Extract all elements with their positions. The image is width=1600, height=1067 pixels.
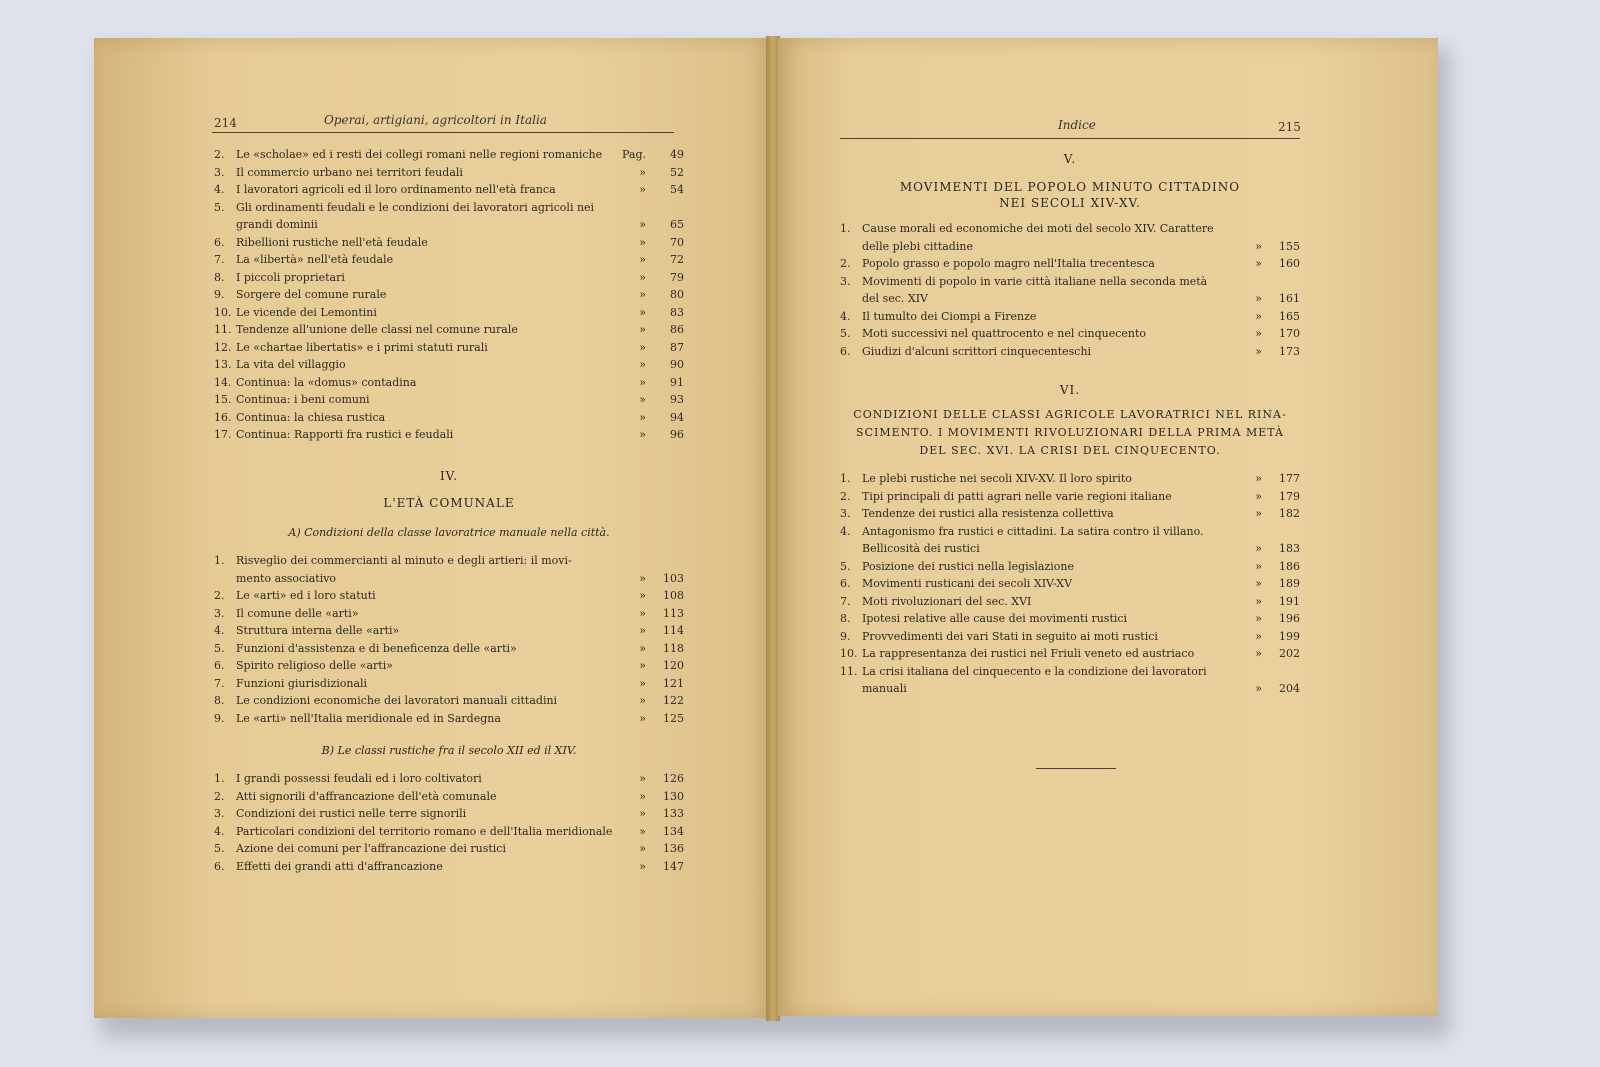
section-number-iv: IV. xyxy=(439,469,459,483)
toc-entry-page: 189 xyxy=(1279,577,1300,590)
toc-entry-page: 122 xyxy=(663,694,684,707)
toc-entry-page: 177 xyxy=(1279,472,1300,485)
toc-entry xyxy=(214,356,684,374)
toc-entry-marker: » xyxy=(1255,292,1262,305)
toc-entry-marker: » xyxy=(1255,682,1262,695)
toc-entry-number: 10. xyxy=(214,305,232,319)
toc-entry-page: 199 xyxy=(1279,629,1300,643)
toc-entry-number: 9. xyxy=(214,711,225,725)
toc-entry-page: 96 xyxy=(670,428,684,441)
toc-entry-page: 173 xyxy=(1279,344,1300,358)
toc-entry-page: 91 xyxy=(670,375,684,389)
toc-entry-marker: » xyxy=(639,410,646,424)
toc-entry-number: 6. xyxy=(214,659,225,672)
toc-entry-marker: » xyxy=(639,624,646,637)
toc-list-chapter-v xyxy=(840,220,1300,360)
toc-entry xyxy=(214,675,684,693)
toc-entry xyxy=(214,391,684,409)
toc-entry-number: 4. xyxy=(214,824,225,838)
toc-entry-number: 5. xyxy=(840,559,851,573)
toc-entry-page: 155 xyxy=(1279,239,1300,253)
toc-entry-marker: » xyxy=(639,711,646,725)
header-rule-right xyxy=(840,138,1300,139)
toc-entry-title: La crisi italiana del cinquecento e la condizione dei lavoratori xyxy=(862,664,1207,678)
toc-entry-title: I lavoratori agricoli ed il loro ordinamento nell'età franca xyxy=(236,183,556,196)
toc-entry-number: 3. xyxy=(214,807,225,820)
toc-list-chapter-iii xyxy=(214,146,684,444)
section-number-v: V. xyxy=(1063,152,1077,166)
header-rule-left xyxy=(212,132,674,133)
toc-entry-page: 134 xyxy=(663,824,684,838)
toc-entry xyxy=(840,645,1300,663)
toc-entry xyxy=(214,181,684,199)
left-page xyxy=(94,38,772,1018)
toc-entry-number: 2. xyxy=(214,148,225,161)
toc-entry xyxy=(214,770,684,788)
toc-entry-number: 9. xyxy=(214,288,225,301)
toc-entry-page: 191 xyxy=(1279,594,1300,608)
toc-entry-marker: » xyxy=(1255,594,1262,608)
toc-entry xyxy=(214,552,684,570)
toc-entry xyxy=(214,164,684,182)
toc-entry-number: 15. xyxy=(214,393,232,406)
toc-entry xyxy=(214,286,684,304)
toc-entry-marker: » xyxy=(639,358,646,371)
toc-entry-page: 83 xyxy=(670,305,684,319)
toc-entry-marker: » xyxy=(639,235,646,249)
toc-entry-page: 86 xyxy=(670,323,684,336)
toc-entry-title: Gli ordinamenti feudali e le condizioni dei lavoratori agricoli nei xyxy=(236,200,595,214)
toc-entry-marker: » xyxy=(1255,344,1262,358)
toc-entry-number: 2. xyxy=(840,489,851,503)
running-head-left: Operai, artigiani, agricoltori in Italia xyxy=(324,113,547,127)
section-number-vi: VI. xyxy=(1059,383,1081,397)
toc-entry xyxy=(214,251,684,269)
toc-entry-page: 108 xyxy=(663,589,684,602)
toc-entry-page: 70 xyxy=(670,235,684,249)
toc-entry-marker: » xyxy=(1255,612,1262,625)
toc-entry xyxy=(214,199,684,217)
toc-entry-page: 54 xyxy=(670,183,684,196)
toc-entry-number: 12. xyxy=(214,340,232,354)
toc-entry-page: 204 xyxy=(1279,682,1300,695)
toc-entry-title: Tendenze all'unione delle classi nel comune rurale xyxy=(236,323,518,336)
toc-entry xyxy=(214,622,684,640)
toc-entry-title: La vita del villaggio xyxy=(236,358,346,371)
toc-entry-page: 94 xyxy=(670,410,684,424)
toc-entry-marker: » xyxy=(639,253,646,266)
toc-entry-title: delle plebi cittadine xyxy=(862,239,973,253)
section-title-iv: L'ETÀ COMUNALE xyxy=(383,496,515,510)
toc-entry-number: 9. xyxy=(840,629,851,643)
toc-entry-number: 4. xyxy=(840,309,851,323)
toc-entry-title: Continua: i beni comuni xyxy=(236,393,370,406)
end-rule xyxy=(1036,768,1116,769)
toc-entry-number: 7. xyxy=(214,253,225,266)
toc-entry xyxy=(840,470,1300,488)
toc-entry-title: Funzioni giurisdizionali xyxy=(236,676,368,690)
toc-entry-title: Antagonismo fra rustici e cittadini. La satira contro il villano. xyxy=(862,524,1204,538)
section-title-vi-line2: SCIMENTO. I MOVIMENTI RIVOLUZIONARI DELLA PRIMA METÀ xyxy=(856,426,1284,439)
toc-entry-number: 1. xyxy=(840,472,851,485)
toc-entry-page: 170 xyxy=(1279,327,1300,340)
toc-entry-marker: » xyxy=(1255,327,1262,340)
toc-entry-title: Spirito religioso delle «arti» xyxy=(236,659,393,672)
toc-entry-title: Le «arti» ed i loro statuti xyxy=(236,589,376,602)
toc-entry-page: 87 xyxy=(670,340,684,354)
toc-entry-marker: » xyxy=(639,606,646,620)
toc-entry-marker: » xyxy=(639,824,646,838)
toc-entry-title: Posizione dei rustici nella legislazione xyxy=(862,559,1074,573)
toc-entry-number: 13. xyxy=(214,358,232,371)
toc-entry-number: 6. xyxy=(840,344,851,358)
toc-entry xyxy=(214,840,684,858)
toc-entry xyxy=(214,216,684,234)
toc-entry-number: 11. xyxy=(840,664,858,678)
toc-entry-title: Il commercio urbano nei territori feudali xyxy=(236,165,463,179)
toc-entry-marker: » xyxy=(1255,542,1262,555)
toc-entry-page: 182 xyxy=(1279,507,1300,520)
toc-entry-page: 125 xyxy=(663,711,684,725)
toc-entry-number: 8. xyxy=(214,270,225,284)
toc-entry-title: Ipotesi relative alle cause dei movimenti rustici xyxy=(862,612,1128,625)
toc-entry xyxy=(214,570,684,588)
toc-entry-number: 3. xyxy=(840,507,851,520)
toc-entry-page: 65 xyxy=(670,218,684,231)
toc-entry-title: I piccoli proprietari xyxy=(236,270,345,284)
toc-entry-number: 8. xyxy=(840,612,851,625)
toc-entry-page: 93 xyxy=(670,393,684,406)
section-title-vi-line3: DEL SEC. XVI. LA CRISI DEL CINQUECENTO. xyxy=(919,444,1221,457)
toc-entry xyxy=(840,540,1300,558)
toc-entry-number: 2. xyxy=(214,589,225,602)
toc-entry xyxy=(840,273,1300,291)
toc-entry-page: 72 xyxy=(670,253,684,266)
toc-entry-title: Le condizioni economiche dei lavoratori manuali cittadini xyxy=(236,694,558,707)
toc-entry-number: 3. xyxy=(214,165,225,179)
toc-entry xyxy=(840,523,1300,541)
toc-entry xyxy=(214,805,684,823)
toc-entry xyxy=(840,593,1300,611)
toc-entry xyxy=(214,788,684,806)
toc-entry-number: 1. xyxy=(214,554,225,567)
toc-entry-title: Funzioni d'assistenza e di beneficenza delle «arti» xyxy=(236,641,517,655)
toc-entry-marker: » xyxy=(639,428,646,441)
toc-entry-number: 2. xyxy=(840,257,851,270)
toc-entry-marker: » xyxy=(639,641,646,655)
toc-entry-marker: » xyxy=(1255,239,1262,253)
toc-entry-number: 16. xyxy=(214,410,232,424)
toc-entry xyxy=(840,343,1300,361)
toc-entry-marker: » xyxy=(1255,647,1262,660)
toc-entry-page: 103 xyxy=(663,571,684,585)
toc-entry-title: Le «chartae libertatis» e i primi statuti rurali xyxy=(236,340,488,354)
toc-entry-marker: » xyxy=(639,772,646,785)
toc-entry-number: 17. xyxy=(214,428,232,441)
toc-entry-number: 14. xyxy=(214,375,232,389)
toc-entry-marker: » xyxy=(1255,309,1262,323)
toc-entry-page: 133 xyxy=(663,807,684,820)
toc-entry-number: 7. xyxy=(214,676,225,690)
toc-entry xyxy=(840,325,1300,343)
toc-entry-page: 120 xyxy=(663,659,684,672)
toc-entry-number: 11. xyxy=(214,323,232,336)
toc-entry-page: 49 xyxy=(670,148,684,161)
toc-entry xyxy=(840,308,1300,326)
toc-entry-page: 114 xyxy=(663,624,684,637)
toc-entry-title: Cause morali ed economiche dei moti del secolo XIV. Carattere xyxy=(862,222,1214,235)
toc-entry xyxy=(214,692,684,710)
toc-entry-page: 179 xyxy=(1279,489,1300,503)
toc-entry-number: 4. xyxy=(214,624,225,637)
right-page xyxy=(778,38,1438,1016)
toc-entry-number: 6. xyxy=(214,235,225,249)
toc-entry-title: del sec. XIV xyxy=(862,292,928,305)
toc-entry-title: La rappresentanza dei rustici nel Friuli veneto ed austriaco xyxy=(862,647,1195,660)
toc-entry xyxy=(840,680,1300,698)
toc-entry-marker: » xyxy=(1255,507,1262,520)
toc-entry-page: 147 xyxy=(663,859,684,873)
toc-entry-title: Tipi principali di patti agrari nelle varie regioni italiane xyxy=(862,489,1172,503)
toc-entry-title: Azione dei comuni per l'affrancazione dei rustici xyxy=(236,842,506,855)
section-title-v-line2: NEI SECOLI XIV-XV. xyxy=(999,196,1141,210)
toc-entry-marker: » xyxy=(639,270,646,284)
toc-list-section-a xyxy=(214,552,684,727)
toc-entry-number: 5. xyxy=(214,200,225,214)
toc-entry-page: 161 xyxy=(1279,292,1300,305)
toc-entry-title: Moti rivoluzionari del sec. XVI xyxy=(862,594,1032,608)
toc-entry-title: Particolari condizioni del territorio romano e dell'Italia meridionale xyxy=(236,824,613,838)
toc-entry-marker: » xyxy=(639,183,646,196)
toc-entry-title: La «libertà» nell'età feudale xyxy=(236,253,394,266)
toc-entry-marker: » xyxy=(1255,489,1262,503)
toc-entry-number: 1. xyxy=(214,772,225,785)
toc-entry-page: 165 xyxy=(1279,309,1300,323)
toc-entry-title: Ribellioni rustiche nell'età feudale xyxy=(236,235,428,249)
toc-entry-title: Le «scholae» ed i resti dei collegi romani nelle regioni romaniche xyxy=(236,148,603,161)
toc-entry-number: 4. xyxy=(840,524,851,538)
toc-entry-marker: » xyxy=(639,676,646,690)
toc-entry xyxy=(214,640,684,658)
toc-entry-title: Bellicosità dei rustici xyxy=(862,542,980,555)
toc-entry xyxy=(840,505,1300,523)
toc-entry-title: Le plebi rustiche nei secoli XIV-XV. Il loro spirito xyxy=(862,472,1132,485)
toc-entry-title: Atti signorili d'affrancazione dell'età comunale xyxy=(236,789,497,803)
toc-entry-number: 1. xyxy=(840,222,851,235)
toc-entry xyxy=(840,220,1300,238)
toc-entry xyxy=(840,255,1300,273)
toc-entry-marker: » xyxy=(1255,257,1262,270)
toc-entry xyxy=(214,858,684,876)
toc-entry-number: 8. xyxy=(214,694,225,707)
toc-entry-title: Risveglio dei commercianti al minuto e degli artieri: il movi- xyxy=(236,554,572,567)
toc-entry-marker: » xyxy=(639,571,646,585)
toc-entry-page: 118 xyxy=(663,641,684,655)
toc-list-chapter-vi xyxy=(840,470,1300,698)
toc-entry xyxy=(840,558,1300,576)
toc-entry-marker: » xyxy=(639,807,646,820)
toc-entry-marker: » xyxy=(639,659,646,672)
toc-entry-title: Movimenti rusticani dei secoli XIV-XV xyxy=(862,577,1073,590)
toc-entry-marker: » xyxy=(639,789,646,803)
toc-entry-page: 113 xyxy=(663,606,684,620)
toc-entry-title: Tendenze dei rustici alla resistenza collettiva xyxy=(862,507,1114,520)
toc-entry-page: 79 xyxy=(670,270,684,284)
toc-entry xyxy=(214,374,684,392)
toc-entry-number: 6. xyxy=(214,859,225,873)
toc-entry-title: Sorgere del comune rurale xyxy=(236,288,387,301)
toc-entry-title: Giudizi d'alcuni scrittori cinquecenteschi xyxy=(862,344,1092,358)
toc-entry-number: 7. xyxy=(840,594,851,608)
toc-entry xyxy=(214,234,684,252)
toc-entry-marker: » xyxy=(639,288,646,301)
toc-entry-page: 186 xyxy=(1279,559,1300,573)
toc-entry-marker: » xyxy=(639,323,646,336)
toc-entry-number: 5. xyxy=(214,641,225,655)
toc-entry-title: Continua: Rapporti fra rustici e feudali xyxy=(236,428,454,441)
toc-entry-page: 90 xyxy=(670,358,684,371)
toc-list-section-b xyxy=(214,770,684,875)
toc-entry-number: 5. xyxy=(214,842,225,855)
toc-entry-page: 160 xyxy=(1279,257,1300,270)
toc-entry-number: 6. xyxy=(840,577,851,590)
toc-entry-marker: » xyxy=(639,165,646,179)
toc-entry xyxy=(214,146,684,164)
toc-entry xyxy=(214,605,684,623)
toc-entry-marker: » xyxy=(639,375,646,389)
toc-entry xyxy=(214,587,684,605)
toc-entry xyxy=(214,269,684,287)
toc-entry-page: 136 xyxy=(663,842,684,855)
toc-entry-marker: Pag. xyxy=(621,148,646,161)
toc-entry-marker: » xyxy=(639,694,646,707)
toc-entry xyxy=(840,488,1300,506)
section-title-vi: CONDIZIONI DELLE CLASSI AGRICOLE LAVORATRICI NEL RINA- xyxy=(853,408,1287,421)
page-number-right: 215 xyxy=(1278,120,1301,134)
toc-entry-title: Struttura interna delle «arti» xyxy=(236,624,400,637)
subsection-title-a: A) Condizioni della classe lavoratrice manuale nella città. xyxy=(288,526,610,539)
toc-entry-marker: » xyxy=(639,218,646,231)
toc-entry-marker: » xyxy=(1255,629,1262,643)
toc-entry-title: Le «arti» nell'Italia meridionale ed in Sardegna xyxy=(236,711,501,725)
section-title-v: MOVIMENTI DEL POPOLO MINUTO CITTADINO xyxy=(899,180,1241,194)
subsection-title-b: B) Le classi rustiche fra il secolo XII ed il XIV. xyxy=(321,744,577,757)
toc-entry-title: Movimenti di popolo in varie città italiane nella seconda metà xyxy=(862,274,1208,288)
toc-entry-title: Moti successivi nel quattrocento e nel cinquecento xyxy=(862,327,1147,340)
toc-entry xyxy=(840,610,1300,628)
toc-entry-title: Le vicende dei Lemontini xyxy=(236,305,377,319)
toc-entry-marker: » xyxy=(639,589,646,602)
toc-entry-title: Continua: la «domus» contadina xyxy=(236,375,417,389)
toc-entry-title: mento associativo xyxy=(236,571,337,585)
toc-entry-page: 183 xyxy=(1279,542,1300,555)
running-head-right: Indice xyxy=(1058,118,1096,132)
toc-entry-page: 121 xyxy=(663,676,684,690)
toc-entry-number: 2. xyxy=(214,789,225,803)
toc-entry-marker: » xyxy=(1255,559,1262,573)
toc-entry-marker: » xyxy=(1255,577,1262,590)
toc-entry xyxy=(214,710,684,728)
toc-entry xyxy=(214,409,684,427)
toc-entry-title: Condizioni dei rustici nelle terre signorili xyxy=(236,807,467,820)
toc-entry-title: Provvedimenti dei vari Stati in seguito ai moti rustici xyxy=(862,629,1158,643)
toc-entry-page: 126 xyxy=(663,772,684,785)
toc-entry-title: Popolo grasso e popolo magro nell'Italia trecentesca xyxy=(862,257,1155,270)
toc-entry-title: I grandi possessi feudali ed i loro coltivatori xyxy=(236,772,482,785)
toc-entry-number: 5. xyxy=(840,327,851,340)
toc-entry xyxy=(840,663,1300,681)
toc-entry-title: Continua: la chiesa rustica xyxy=(236,410,386,424)
toc-entry xyxy=(840,238,1300,256)
toc-entry-number: 3. xyxy=(840,274,851,288)
toc-entry-marker: » xyxy=(639,393,646,406)
toc-entry xyxy=(214,321,684,339)
toc-entry-title: manuali xyxy=(862,682,907,695)
toc-entry-marker: » xyxy=(639,340,646,354)
toc-entry-marker: » xyxy=(639,305,646,319)
toc-entry-page: 80 xyxy=(670,288,684,301)
page-number-left: 214 xyxy=(214,116,237,130)
toc-entry xyxy=(840,628,1300,646)
toc-entry-marker: » xyxy=(639,842,646,855)
toc-entry-page: 202 xyxy=(1279,647,1300,660)
toc-entry-marker: » xyxy=(639,859,646,873)
toc-entry-page: 196 xyxy=(1279,612,1300,625)
toc-entry-number: 4. xyxy=(214,183,225,196)
toc-entry xyxy=(214,657,684,675)
toc-entry-title: grandi dominii xyxy=(236,218,318,231)
toc-entry-title: Il tumulto dei Ciompi a Firenze xyxy=(862,309,1037,323)
toc-entry-title: Effetti dei grandi atti d'affrancazione xyxy=(236,859,443,873)
toc-entry xyxy=(214,339,684,357)
toc-entry xyxy=(214,304,684,322)
toc-entry-number: 3. xyxy=(214,606,225,620)
toc-entry-marker: » xyxy=(1255,472,1262,485)
toc-entry-page: 52 xyxy=(670,165,684,179)
toc-entry xyxy=(214,426,684,444)
toc-entry xyxy=(840,575,1300,593)
toc-entry xyxy=(840,290,1300,308)
toc-entry-page: 130 xyxy=(663,789,684,803)
toc-entry xyxy=(214,823,684,841)
toc-entry-number: 10. xyxy=(840,647,858,660)
toc-entry-title: Il comune delle «arti» xyxy=(236,606,359,620)
